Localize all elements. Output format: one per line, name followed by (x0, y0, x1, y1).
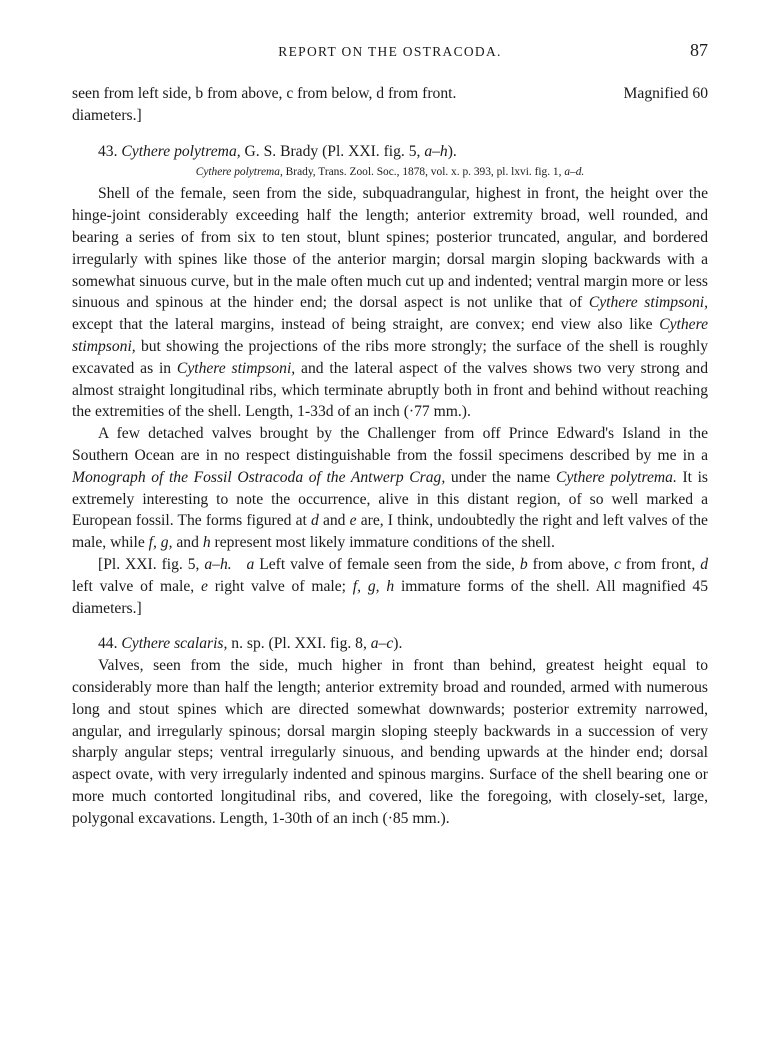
legend-text: from front, (625, 555, 696, 573)
figure-range: a–h (424, 142, 448, 160)
running-title: REPORT ON THE OSTRACODA. (278, 44, 502, 59)
species-reference: Cythere stimpsoni, (72, 316, 708, 355)
synonymy-name: Cythere polytrema, (195, 166, 283, 179)
remarks-43 (72, 423, 708, 554)
description-text: but showing the projections of the ribs more strongly; the surface of the shell is roughly excavated as in (72, 337, 708, 377)
remarks-text: and (176, 534, 199, 552)
legend-text: right valve of male; (214, 577, 346, 595)
species-number: 44. (98, 635, 118, 653)
figure-letter: h (202, 534, 211, 552)
description-43 (72, 183, 708, 423)
figure-letter: f, g, (148, 534, 173, 552)
figure-letter: d (700, 555, 708, 573)
legend-text: from above, (532, 555, 609, 573)
body-text (72, 83, 708, 830)
remarks-text: represent most likely immature conditions of the shell. (214, 534, 555, 552)
synonymy-43 (72, 163, 708, 181)
description-text: Shell of the female, seen from the side, subquadrangular, highest in front, the height over the hinge-joint considerably exceeding half the length; anterior extremity broad, well rounded, and bearing a series of from six to ten stout, blunt spines; posterior truncated, angular, and bordered irregularly with spines like those of the anterior margin; dorsal margin sloping backwards with a somewhat sinuous curve, but in the male often much cut up and indented; ventral margin more or less sinuous and spinous at the hinder end; the dorsal aspect is not unlike that of (72, 185, 708, 312)
remarks-text: under the name (450, 468, 551, 486)
figure-letter: d (311, 512, 319, 530)
figure-letter: c (613, 555, 621, 573)
description-text: and the lateral aspect of the valves shows two very strong and almost straight longitudinal ribs, which terminate abruptly both in front and behind without reaching the extremities of the shell. Length, 1-33d of an inch (·77 mm.). (72, 359, 708, 421)
magnification-note: Magnified 60 (623, 85, 708, 102)
legend-text: Left valve of female seen from the side, (259, 555, 515, 573)
species-heading-44 (72, 633, 708, 655)
figure-letter: b (519, 555, 528, 573)
heading-close: ). (393, 635, 403, 653)
running-head (72, 40, 708, 64)
legend-text: immature forms of the shell. All magnified 45 diameters.] (72, 577, 708, 617)
page-number: 87 (690, 40, 708, 60)
figure-letter: e (200, 577, 208, 595)
synonymy-figs: a–d. (564, 166, 585, 179)
species-name: Cythere polytrema, (121, 142, 241, 160)
continuation-text: seen from left side, b from above, c from below, d from front. (72, 85, 457, 102)
continuation-end: diameters.] (72, 106, 142, 124)
figure-letter: f, g, h (352, 577, 395, 595)
synonymy-citation: Brady, Trans. Zool. Soc., 1878, vol. x. p. 393, pl. lxvi. fig. 1, (285, 166, 562, 179)
heading-close: ). (447, 142, 457, 160)
species-name: Cythere scalaris, (121, 635, 228, 653)
figure-range: a–c (370, 635, 394, 653)
continuation-paragraph (72, 83, 708, 127)
remarks-text: It is extremely interesting to note the occurrence, alive in this distant region, of so well marked a European fossil. The forms figured at (72, 468, 708, 530)
remarks-text: A few detached valves brought by the Challenger from off Prince Edward's Island in the Southern Ocean are in no respect distinguishable from the fossil specimens described by me in a (72, 425, 708, 464)
remarks-text: are, I think, undoubtedly the right and left valves of the male, while (72, 512, 708, 552)
species-reference: Cythere stimpsoni, (588, 294, 708, 312)
species-number: 43. (98, 142, 118, 160)
species-reference: Cythere polytrema. (555, 468, 677, 486)
figure-range: a–h. (204, 555, 232, 573)
description-44: Valves, seen from the side, much higher in front than behind, greatest height equal to considerably more than half the length; anterior extremity broad and rounded, armed with numerous long and stout spines which are directed somewhat downwards; posterior extremity narrowed, angular, and irregularly spinous; dorsal margin sloping steeply backwards in a succession of very sharply angular steps; ventral irregularly sinuous, and bending upwards at the hinder end; dorsal aspect ovate, with very irregularly indented and spinous margins. Surface of the shell bearing one or more much contorted longitudinal ribs, and covered, like the foregoing, with closely-set, large, polygonal excavations. Length, 1-30th of an inch (·85 mm.). (72, 657, 708, 827)
description-text: except that the lateral margins, instead of being straight, are convex; end view also like (72, 316, 653, 334)
figure-letter: a (246, 555, 255, 573)
legend-text: [Pl. XXI. fig. 5, (98, 555, 200, 573)
legend-text: left valve of male, (72, 577, 195, 595)
plate-legend-43 (72, 554, 708, 619)
figure-letter: e (349, 512, 357, 530)
monograph-title: Monograph of the Fossil Ostracoda of the Antwerp Crag, (72, 468, 446, 486)
species-heading-43 (72, 141, 708, 163)
species-reference: Cythere stimpsoni, (176, 359, 296, 377)
species-authority: n. sp. (Pl. XXI. fig. 8, (231, 635, 367, 653)
remarks-text: and (322, 512, 346, 530)
species-authority: G. S. Brady (Pl. XXI. fig. 5, (244, 142, 421, 160)
